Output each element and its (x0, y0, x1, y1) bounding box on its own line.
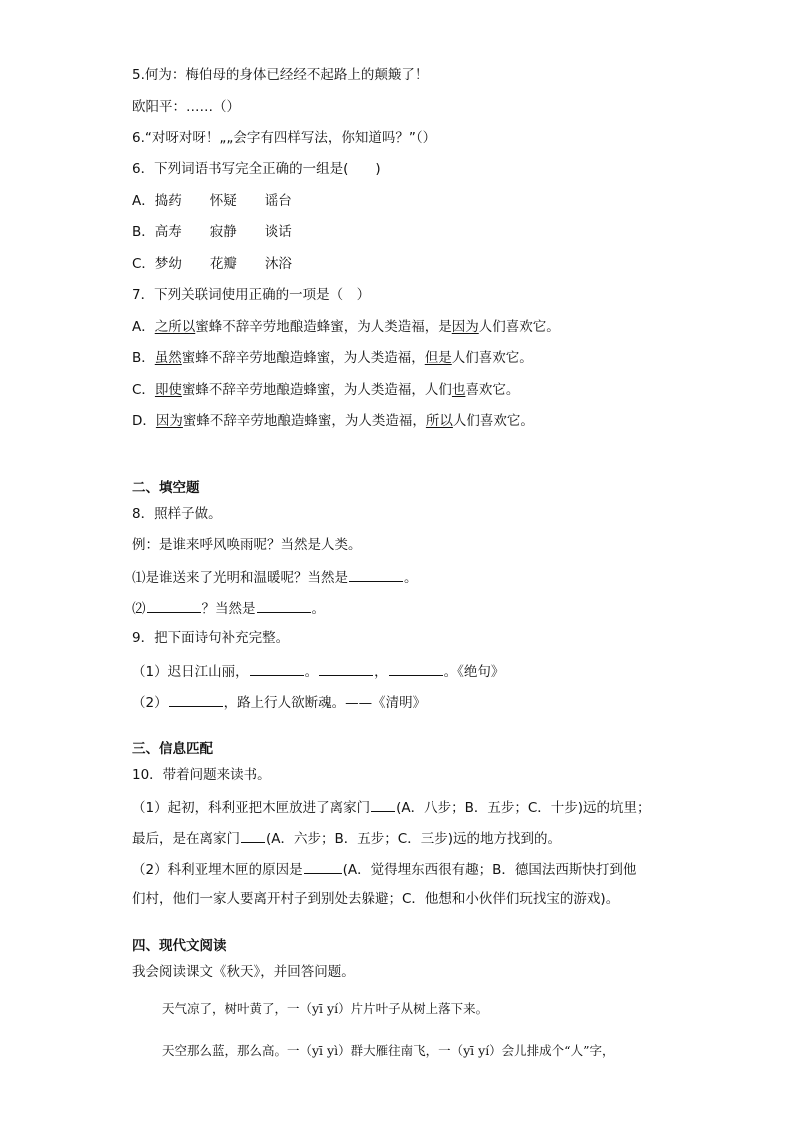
q7-d-conj1: 因为 (155, 413, 183, 429)
q7-d-conj2: 所以 (425, 413, 453, 429)
q7-c-conj1: 即使 (154, 382, 182, 398)
q8-example: 例：是谁来呼风唤雨呢？当然是人类。 (132, 537, 362, 553)
q7-c-post: 喜欢它。 (465, 382, 520, 398)
q6-quote-line: 6.“对呀对呀！„„会字有四样写法，你知道吗？”（） (132, 130, 437, 146)
q8-1-blank[interactable] (349, 567, 403, 582)
q8-1-text: ⑴是谁送来了光明和温暖呢？当然是 (132, 570, 348, 586)
q9-item-1 (132, 661, 734, 681)
section-3-title: 三、信息匹配 (132, 741, 213, 757)
q10-1-options-2: (A．六步；B．五步；C．三步)远的地方找到的。 (266, 831, 561, 847)
q7-stem: 7．下列关联词使用正确的一项是（ ） (132, 287, 371, 303)
q9-1-sep-1: 。 (304, 664, 319, 680)
reading-paragraph-1: 天气凉了，树叶黄了，一（yī yí）片片叶子从树上落下来。 (162, 1001, 489, 1016)
q6-option-b (132, 223, 734, 241)
q9-2-text: ，路上行人欲断魂。——《清明》 (223, 695, 427, 711)
q10-2-text-a: （2）科利亚埋木匣的原因是 (132, 862, 303, 878)
q7-option-a (132, 318, 734, 336)
section-2-title: 二、填空题 (132, 480, 200, 496)
section-4-title: 四、现代文阅读 (132, 938, 227, 954)
q5-line: 5.何为：梅伯母的身体已经经不起路上的颠簸了！ (132, 67, 429, 83)
q10-item-2-line-1 (132, 859, 734, 879)
q8-2-blank-2[interactable] (257, 598, 311, 613)
q7-a-conj1: 之所以 (154, 319, 196, 335)
q10-1-blank-1[interactable] (371, 797, 395, 812)
q7-option-c (132, 381, 734, 399)
q9-2-label: （2） (132, 695, 168, 711)
q7-d-post: 人们喜欢它。 (452, 413, 534, 429)
q7-c-conj2: 也 (451, 382, 466, 398)
q8-1-end: 。 (404, 570, 418, 586)
q9-stem: 9．把下面诗句补充完整。 (132, 630, 290, 646)
q8-stem: 8．照样子做。 (132, 506, 222, 522)
q9-item-2 (132, 692, 734, 712)
q7-b-mid: 蜜蜂不辞辛劳地酿造蜂蜜，为人类造福， (181, 350, 425, 366)
q9-2-blank[interactable] (169, 692, 223, 707)
q6-c-word3: 沐浴 (264, 256, 292, 272)
q7-b-conj2: 但是 (424, 350, 452, 366)
q8-2-end: 。 (311, 601, 325, 617)
q9-1-blank-3[interactable] (389, 661, 443, 676)
q6-a-word3: 谣台 (264, 193, 292, 209)
q10-2-options: (A．觉得埋东西很有趣；B．德国法西斯快打到他 (342, 862, 637, 878)
q8-item-2 (132, 598, 734, 618)
q7-option-d (132, 412, 734, 430)
q7-a-post: 人们喜欢它。 (478, 319, 560, 335)
q7-c-mid: 蜜蜂不辞辛劳地酿造蜂蜜，为人类造福，人们 (181, 382, 452, 398)
reading-intro: 我会阅读课文《秋天》，并回答问题。 (132, 964, 355, 980)
q6-stem: 6．下列词语书写完全正确的一组是( ) (132, 161, 381, 177)
q7-a-label: A． (132, 319, 155, 335)
q6-c-word1: C．梦幼 (132, 256, 182, 272)
q8-2-mid: ？当然是 (201, 601, 256, 617)
q10-1-text-c: 最后，是在离家门 (132, 831, 240, 847)
q9-1-source: 。《绝句》 (443, 664, 505, 680)
q10-2-blank[interactable] (304, 859, 342, 874)
q10-item-1-line-1 (132, 797, 734, 817)
q9-1-text: （1）迟日江山丽， (132, 664, 249, 680)
q6-a-word1: A．捣药 (132, 193, 182, 209)
q6-option-c (132, 255, 734, 273)
q7-d-mid: 蜜蜂不辞辛劳地酿造蜂蜜，为人类造福， (182, 413, 426, 429)
q6-option-a (132, 192, 734, 210)
q10-1-text-a: （1）起初，科利亚把木匣放进了离家门 (132, 800, 371, 816)
q9-1-blank-2[interactable] (319, 661, 373, 676)
q7-b-conj1: 虽然 (154, 350, 182, 366)
q7-a-mid: 蜜蜂不辞辛劳地酿造蜂蜜，为人类造福，是 (195, 319, 452, 335)
q7-b-label: B． (132, 350, 155, 366)
q5-ouyang-line: 欧阳平：……（） (132, 99, 240, 115)
q8-item-1 (132, 567, 734, 587)
reading-paragraph-2: 天空那么蓝，那么高。一（yī yì）群大雁往南飞，一（yī yí）会儿排成个“人”字， (162, 1043, 615, 1058)
q8-2-label: ⑵ (132, 601, 146, 617)
q9-1-blank-1[interactable] (250, 661, 304, 676)
q6-a-word2: 怀疑 (209, 193, 237, 209)
q6-b-word2: 寂静 (209, 224, 237, 240)
q6-b-word1: B．高寿 (132, 224, 182, 240)
q7-option-b (132, 349, 734, 367)
q10-item-1-line-2 (132, 828, 734, 848)
q8-2-blank-1[interactable] (147, 598, 201, 613)
q10-stem: 10．带着问题来读书。 (132, 767, 271, 783)
q10-item-2-line-2: 们村，他们一家人要离开村子到别处去躲避；C．他想和小伙伴们玩找宝的游戏)。 (132, 891, 620, 907)
q7-b-post: 人们喜欢它。 (451, 350, 533, 366)
q7-d-label: D． (132, 413, 156, 429)
q7-c-label: C． (132, 382, 155, 398)
q10-1-blank-2[interactable] (241, 828, 265, 843)
q6-c-word2: 花瓣 (209, 256, 237, 272)
q10-1-options-1: (A．八步；B．五步；C．十步)远的坑里； (396, 800, 651, 816)
q7-a-conj2: 因为 (451, 319, 479, 335)
q9-1-sep-2: ， (374, 664, 388, 680)
q6-b-word3: 谈话 (264, 224, 292, 240)
